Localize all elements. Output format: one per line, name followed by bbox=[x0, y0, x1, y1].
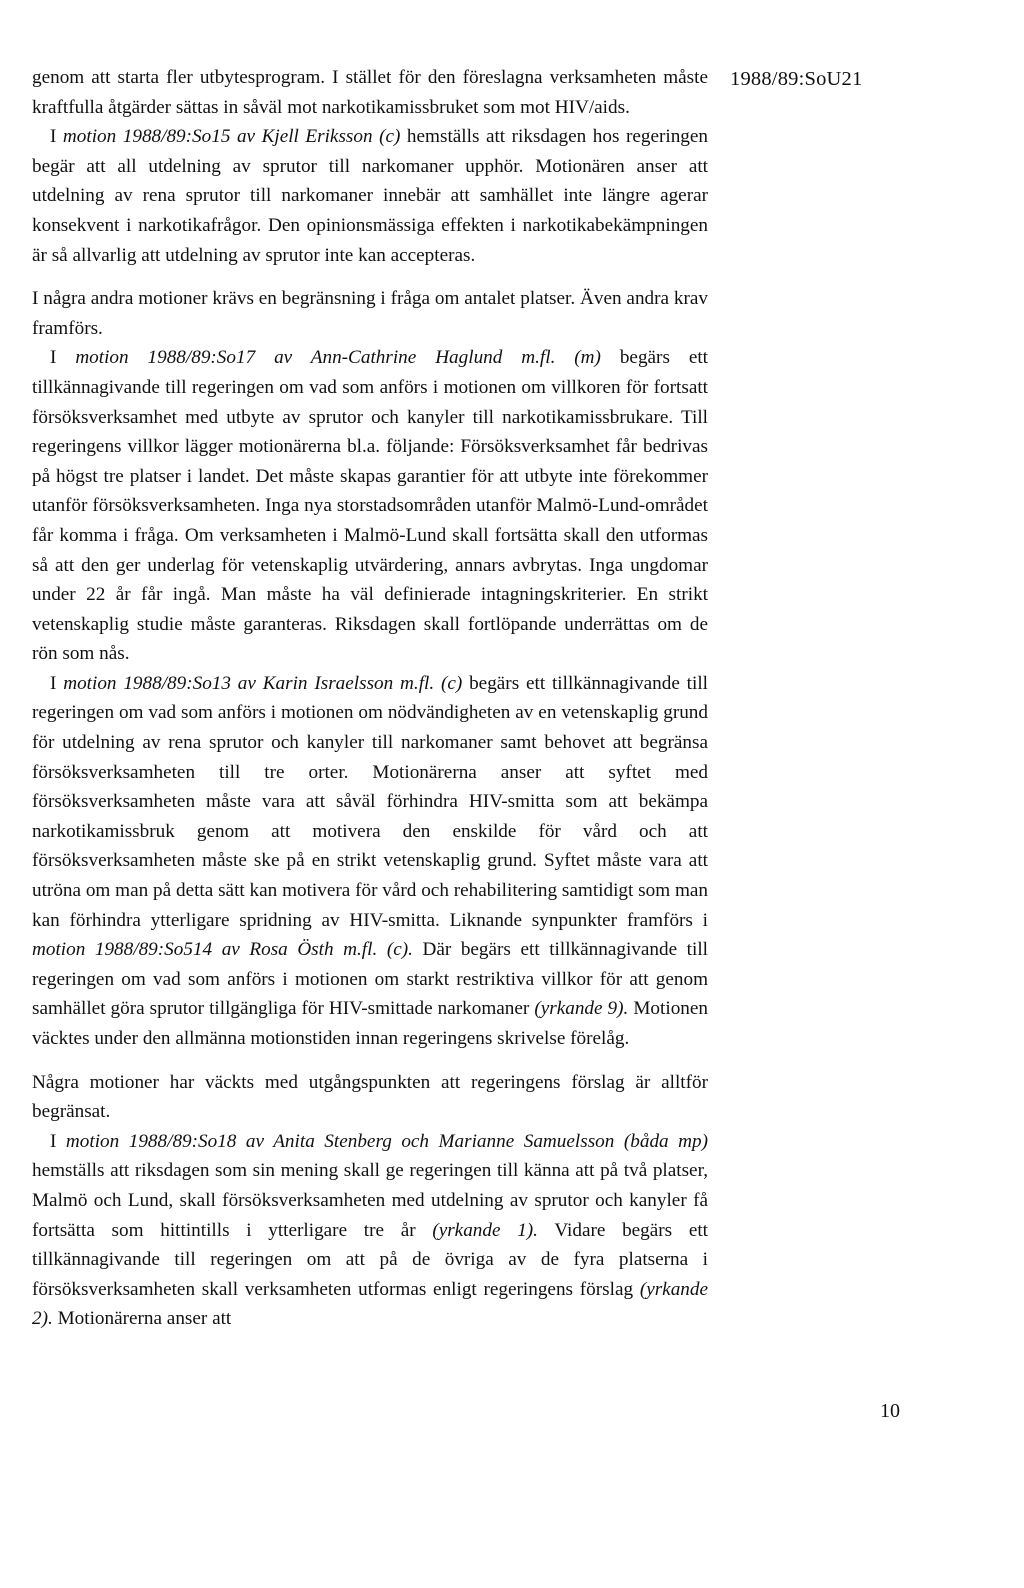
paragraph-6: Några motioner har väckts med utgångspunkten att regeringens förslag är alltför begränsat. bbox=[32, 1071, 708, 1123]
motion-citation-so15: motion 1988/89:So15 av Kjell Eriksson (c) bbox=[62, 126, 401, 148]
body-text bbox=[32, 63, 708, 1334]
paragraph-7 bbox=[32, 1127, 708, 1334]
paragraph-5-text-2: Där begärs ett tillkännagivande till regeringen om vad som anförs i motionen om starkt restriktiva villkor för att genom samhället göra sprutor tillgängliga för HIV-smittade narkomaner bbox=[32, 939, 708, 1020]
paragraph-2-text: hemställs att riksdagen hos regeringen begär att all utdelning av sprutor till narkomaner upphör. Motionären anser att utdelning av rena sprutor till narkomaner innebär att samhället inte längre agerar konsekvent i narkotikafrågor. Den opinionsmässiga effekten i narkotikabekämpningen är så allvarlig att utdelning av sprutor inte kan accepteras. bbox=[32, 126, 708, 266]
paragraph-5-pre: I bbox=[50, 672, 64, 694]
paragraph-7-pre: I bbox=[50, 1130, 66, 1152]
yrkande-2-citation: (yrkande 2). bbox=[32, 1278, 708, 1330]
paragraph-4 bbox=[32, 343, 708, 669]
paragraph-7-text-2: Vidare begärs ett tillkännagivande till regeringen om att på de övriga av de fyra platserna i försöksverksamheten skall verksamheten utformas enligt regeringens förslag bbox=[32, 1219, 709, 1300]
page-number: 10 bbox=[880, 1400, 900, 1422]
paragraph-4-text: begärs ett tillkännagivande till regeringen om vad som anförs i motionen om villkoren för fortsatt försöksverksamhet med utbyte av sprutor och kanyler till narkotikamissbrukare. Till regeringens villkor lägger motionärerna bl.a. följande: Försöksverksamhet får bedrivas på högst tre platser i landet. Det måste skapas garantier för att utbyte inte förekommer utanför försöksverksamheten. Inga nya storstadsområden utanför Malmö-Lund-området får komma i fråga. Om verksamheten i Malmö-Lund skall fortsätta skall den utformas så att den ger underlag för vetenskaplig utvärdering, annars avbrytas. Inga ungdomar under 22 år får ingå. Man måste ha väl definierade intagningskriterier. En strikt vetenskaplig studie måste garanteras. Riksdagen skall fortlöpande underrättas om de rön som nås. bbox=[32, 347, 708, 665]
paragraph-5 bbox=[32, 669, 708, 1054]
motion-citation-so18: motion 1988/89:So18 av Anita Stenberg och Marianne Samuelsson (båda mp) bbox=[65, 1130, 709, 1152]
motion-citation-so514: motion 1988/89:So514 av Rosa Östh m.fl. (c). bbox=[32, 939, 413, 961]
paragraph-2 bbox=[32, 122, 708, 270]
paragraph-7-text-3: Motionärerna anser att bbox=[52, 1308, 232, 1330]
yrkande-1-citation: (yrkande 1). bbox=[432, 1219, 538, 1241]
paragraph-5-text: begärs ett tillkännagivande till regeringen om vad som anförs i motionen om nödvändigheten av en vetenskaplig grund för utdelning av rena sprutor och kanyler till narkomaner samt behovet att begränsa försöksverksamheten till tre orter. Motionärerna anser att syftet med försöksverksamheten måste vara att såväl förhindra HIV-smitta som att bekämpa narkotikamissbruk genom att motivera den enskilde för vård och att försöksverksamheten måste ske på en strikt vetenskaplig grund. Syftet måste vara att utröna om man på detta sätt kan motivera för vård och rehabilitering samtidigt som man kan förhindra ytterligare spridning av HIV-smitta. Liknande synpunkter framförs i bbox=[32, 672, 708, 931]
paragraph-3: I några andra motioner krävs en begränsning i fråga om antalet platser. Även andra krav framförs. bbox=[32, 288, 708, 339]
paragraph-7-text: hemställs att riksdagen som sin mening skall ge regeringen till känna att på två platser, Malmö och Lund, skall försöksverksamheten med utdelning av sprutor och kanyler få fortsätta som hittintills i ytterligare tre år bbox=[32, 1160, 708, 1241]
paragraph-5-text-3: Motionen väcktes under den allmänna motionstiden innan regeringens skrivelse förelåg. bbox=[32, 998, 708, 1049]
paragraph-4-pre: I bbox=[50, 347, 76, 369]
document-reference: 1988/89:SoU21 bbox=[730, 68, 863, 90]
motion-citation-so13: motion 1988/89:So13 av Karin Israelsson m.fl. (c) bbox=[63, 672, 463, 694]
motion-citation-so17: motion 1988/89:So17 av Ann-Cathrine Haglund m.fl. (m) bbox=[75, 347, 601, 369]
paragraph-1: genom att starta fler utbytesprogram. I stället för den föreslagna verksamheten måste kraftfulla åtgärder sättas in såväl mot narkotikamissbruket som mot HIV/aids. bbox=[32, 67, 708, 118]
yrkande-9-citation: (yrkande 9). bbox=[534, 998, 629, 1020]
paragraph-2-pre: I bbox=[50, 126, 63, 148]
